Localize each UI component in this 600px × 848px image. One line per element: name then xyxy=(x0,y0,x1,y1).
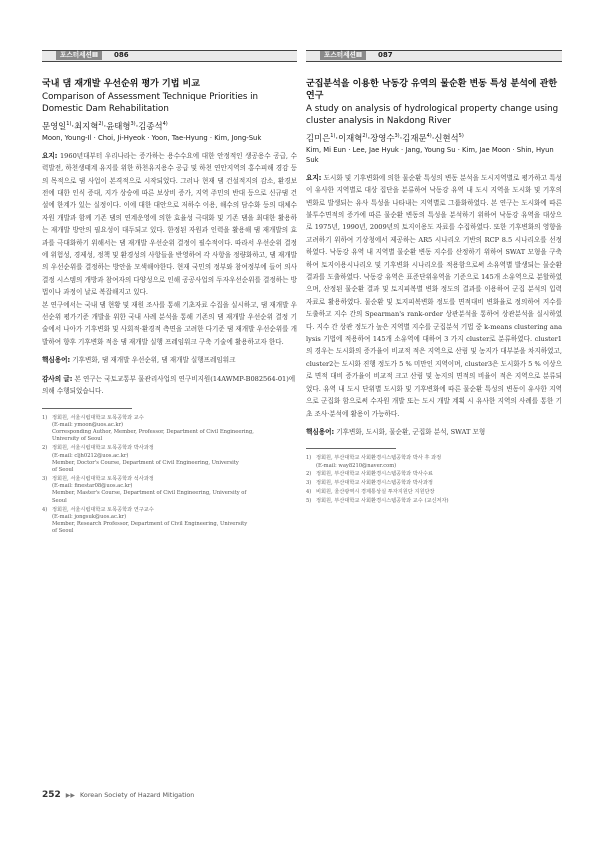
authors-ko: 문영일$^{1)}$·최지혁$^{2)}$·윤태형$^{3)}$·김종석$^{4)}$ xyxy=(42,120,168,131)
footnote-line: (E-mail: finestar08@uos.ac.kr) xyxy=(52,483,133,490)
session-header xyxy=(306,50,562,62)
footnote xyxy=(42,476,297,505)
page-number: 252 xyxy=(42,790,61,800)
session-header xyxy=(42,50,297,62)
footnote-line: 정회원, 서울시립대학교 토목공학과 박사과정 xyxy=(52,445,154,452)
keywords-label: 핵심용어: xyxy=(306,427,335,436)
footnote-line: Corresponding Author, Member, Professor, Department of Civil Engineering, xyxy=(52,429,254,436)
footnote xyxy=(42,415,297,444)
footnote-line: 비회원, 울산광역시 경제통상실 투자지원단 지원단장 xyxy=(316,489,435,496)
footnote-line: (E-mail: jongsuk@uos.ac.kr) xyxy=(52,513,127,520)
footnote-line: Member, Doctor's Course, Department of Civil Engineering, University xyxy=(52,459,239,466)
footnote-line: 정회원, 부산대학교 사회환경시스템공학과 박사수료 xyxy=(316,471,433,478)
footnote-number: 5) xyxy=(306,497,312,504)
footnote xyxy=(306,498,562,505)
session-label: 포스터세션Ⅲ xyxy=(320,51,366,60)
footnote-number: 2) xyxy=(42,445,48,452)
footnote-line: 정회원, 서울시립대학교 토목공학과 연구교수 xyxy=(52,506,154,513)
footnote-number: 1) xyxy=(306,455,312,462)
authors-ko: 김미은$^{1)}$·이재혁$^{2)}$·장영수$^{3)}$·김재문$^{4)}$·신현석$^{5)}$ xyxy=(306,132,464,143)
session-number: 087 xyxy=(378,51,393,59)
footnote-line: (E-mail: cljh0212@uos.ac.kr) xyxy=(52,452,129,459)
footnote-number: 3) xyxy=(42,475,48,482)
society-name: Korean Society of Hazard Mitigation xyxy=(80,791,195,799)
authors-en: Moon, Young-Il · Choi, Ji-Hyeok · Yoon, Tae-Hyung · Kim, Jong-Suk xyxy=(42,133,262,142)
session-label: 포스터세션Ⅲ xyxy=(56,51,102,60)
abstract-label: 요지: xyxy=(306,173,322,182)
footnote-number: 3) xyxy=(306,480,312,487)
keywords: 핵심용어: 기후변화, 도시화, 물순환, 군집화 분석, SWAT 모형 xyxy=(306,427,486,436)
footnote-divider xyxy=(42,408,132,409)
abstract-paragraph-2: 본 연구에서는 국내 댐 현황 및 재원 조사를 통해 기초자료 수집을 실시하고, 댐 재개발 우선순위 평가기준 개발을 위한 국내 사례 분석을 통해 기존의 댐 재개발 우선순위 결정 기술에서 나아가 기후변화 및 사회적·환경적 측면을 고려한 다기준 댐 재개발 우선순위를 개발하여 향후 기후변화 적응 댐 재개발 실행 프레임워크 구축 기술에 활용하고자 한다. xyxy=(42,300,297,346)
footnote-line: University of Seoul xyxy=(52,436,103,443)
footnote-line: of Seoul xyxy=(52,528,74,535)
footnote-number: 2) xyxy=(306,471,312,478)
session-number: 086 xyxy=(114,51,129,59)
article-title-en: Comparison of Assessment Technique Priorities in Domestic Dam Rehabilitation xyxy=(42,92,259,114)
footnote-divider xyxy=(306,448,396,449)
right-article xyxy=(306,50,562,507)
footnote-number: 1) xyxy=(42,414,48,421)
footnote xyxy=(306,489,562,496)
footnote xyxy=(306,455,562,470)
footnote-number: 4) xyxy=(42,506,48,513)
footnote-line: 정회원, 서울시립대학교 토목공학과 교수 xyxy=(52,414,144,421)
article-title-ko: 국내 댐 재개발 우선순위 평가 기법 비교 xyxy=(42,79,200,89)
footnote-line: of Seoul xyxy=(52,467,74,474)
footnote-line: (E-mail: ymoon@uos.ac.kr) xyxy=(52,421,124,428)
abstract-label: 요지: xyxy=(42,151,58,160)
left-article xyxy=(42,50,297,537)
footnote xyxy=(306,471,562,478)
footnotes xyxy=(42,415,297,536)
article-title-ko: 군집분석을 이용한 낙동강 유역의 물순환 변동 특성 분석에 관한 연구 xyxy=(306,79,558,101)
footnote xyxy=(42,507,297,536)
abstract: 요지: 도시화 및 기후변화에 의한 물순환 특성의 변동 분석을 도시지역별로 평가하고 특성이 유사한 지역별로 대상 집단을 분류하여 낙동강 유역 내 도시 지역을 도시화 및 기후의 변화로 발생되는 유사 특성을 나타내는 지역별로 그룹화하였다. 본 연구는 도시화에 따른 불투수면적의 증가에 따른 물순환 변동의 특성을 분석하기 위하여 낙동강 유역을 대상으로 1975년, 1990년, 2009년의 토지이용도 자료를 수집하였다. 또한 기후변화의 영향을 고려하기 위하여 기상청에서 제공하는 AR5 시나리오 기반의 RCP 8.5 시나리오를 선정하였다. 낙동강 유역 내 지역별 물순환 변동 지수를 산정하기 위하여 SWAT 모형을 구축하여 토지이용시나리오 및 기후변화 시나리오를 적용함으로써 소유역별 발생되는 물순환 결과를 도출하였다. 낙동강 유역은 표준단위유역을 기준으로 145개 소유역으로 분할하였으며, 산정된 물순환 결과 및 토지피복별 변화 정도의 결과를 이용하여 군집 분석의 입력자료로 활용하였다. 물순환 및 토지피복변화 정도를 면적대비 변화율로 정의하여 지수를 도출하고 지수 간의 Spearman's rank-order 상관분석을 통하여 상관분석을 실시하였다. 지수 간 상관 정도가 높은 지역별 지수를 군집분석 기법 중 k-means clustering analysis 기법에 적용하여 145개 소유역에 대하여 3 가지 cluster로 분류하였다. cluster1의 경우는 도시화의 증가율이 비교적 적은 지역으로 산림 및 농지가 대부분을 차지하였고, cluster2는 도시화 진행 정도가 5 % 미만인 지역이며, cluster3은 도시화가 5 % 이상으로 면적 대비 증가율이 비교적 크고 산림 및 농지의 면적의 비율이 적은 지역으로 분류되었다. 유역 내 도시 단위별 도시화 및 기후변화에 따른 물순환 특성의 변동이 유사한 지역으로 군집화 함으로써 수자원 개발 또는 도시 개발 계획 시 유사한 지역의 사례를 통한 기초 조사·분석에 활용이 가능하다. xyxy=(306,173,562,418)
acknowledgement: 감사의 글: 본 연구는 국토교통부 물관리사업의 연구비지원(14AWMP-B082564-01)에 의해 수행되었습니다. xyxy=(42,374,296,396)
keywords-label: 핵심용어: xyxy=(42,356,71,365)
footnotes xyxy=(306,455,562,505)
page-footer xyxy=(42,790,194,800)
footnote-line: (E-mail: way8210@naver.com) xyxy=(316,462,397,469)
ack-label: 감사의 글: xyxy=(42,374,73,383)
footnote-line: 정회원, 부산대학교 사회환경시스템공학과 박사과정 xyxy=(316,480,433,487)
keywords: 핵심용어: 기후변화, 댐 재개발 우선순위, 댐 재개발 실행프레임워크 xyxy=(42,356,236,365)
footnote-line: Member, Research Professor, Department of Civil Engineering, University xyxy=(52,521,248,528)
footnote-line: Member, Master's Course, Department of Civil Engineering, University of xyxy=(52,490,247,497)
footnote-line: 정회원, 부산대학교 사회환경시스템공학과 박사 후 과정 xyxy=(316,455,442,462)
footnote-line: 정회원, 부산대학교 사회환경시스템공학과 교수 (교신저자) xyxy=(316,497,449,504)
footnote xyxy=(42,445,297,474)
footnote-number: 4) xyxy=(306,489,312,496)
double-arrow-icon: ▶▶ xyxy=(65,792,76,799)
footnote-line: 정회원, 서울시립대학교 토목공학과 석사과정 xyxy=(52,475,154,482)
article-title-en: A study on analysis of hydrological property change using cluster analysis in Nakdong River xyxy=(306,104,559,126)
abstract: 요지: 1960년대부터 우리나라는 증가하는 용수수요에 대한 안정적인 생공용수 공급, 수력발전, 하천생태계 유지를 위한 하천유지용수 공급 및 하천 연안지역의 홍수피해 경감 등의 목적으로 댐 사업이 본격적으로 시작되었다. 그러나 현재 댐 건설적지의 감소, 환경보전에 대한 인식 증대, 지가 상승에 따른 보상비 증가, 지역 주민의 반대 등으로 신규댐 건설에 한계가 있는 실정이다. 이에 대한 대안으로 저하수 이용, 해수의 담수화 등의 대체수자원 개발과 함께 기존 댐의 연계운영에 의한 효율성 극대화 및 기존 댐을 최대한 활용하는 재개발 방안의 필요성이 대두되고 있다. 한정된 자원과 인력을 활용해 댐 재개발의 효과를 극대화하기 위해서는 댐 재개발 우선순위 결정이 필수적이다. 따라서 우선순위 결정에 위험성, 경제성, 정책 및 환경성의 사항들을 반영하여 각 사항을 정량화하고, 댐 재개발의 우선순위를 결정하는 방안을 모색해야한다. 현재 국민의 정부와 참여정부에 들어 의사결정 시스템의 개방과 참여자의 다양성으로 인해 공공사업의 두자우선순위를 결정하는 방법이나 과정이 날로 복잡해지고 있다. xyxy=(42,151,297,297)
footnote-line: Seoul xyxy=(52,497,67,504)
footnote xyxy=(306,480,562,487)
authors-en: Kim, Mi Eun · Lee, Jae Hyuk · Jang, Young Su · Kim, Jae Moon · Shin, Hyun Suk xyxy=(306,145,554,164)
